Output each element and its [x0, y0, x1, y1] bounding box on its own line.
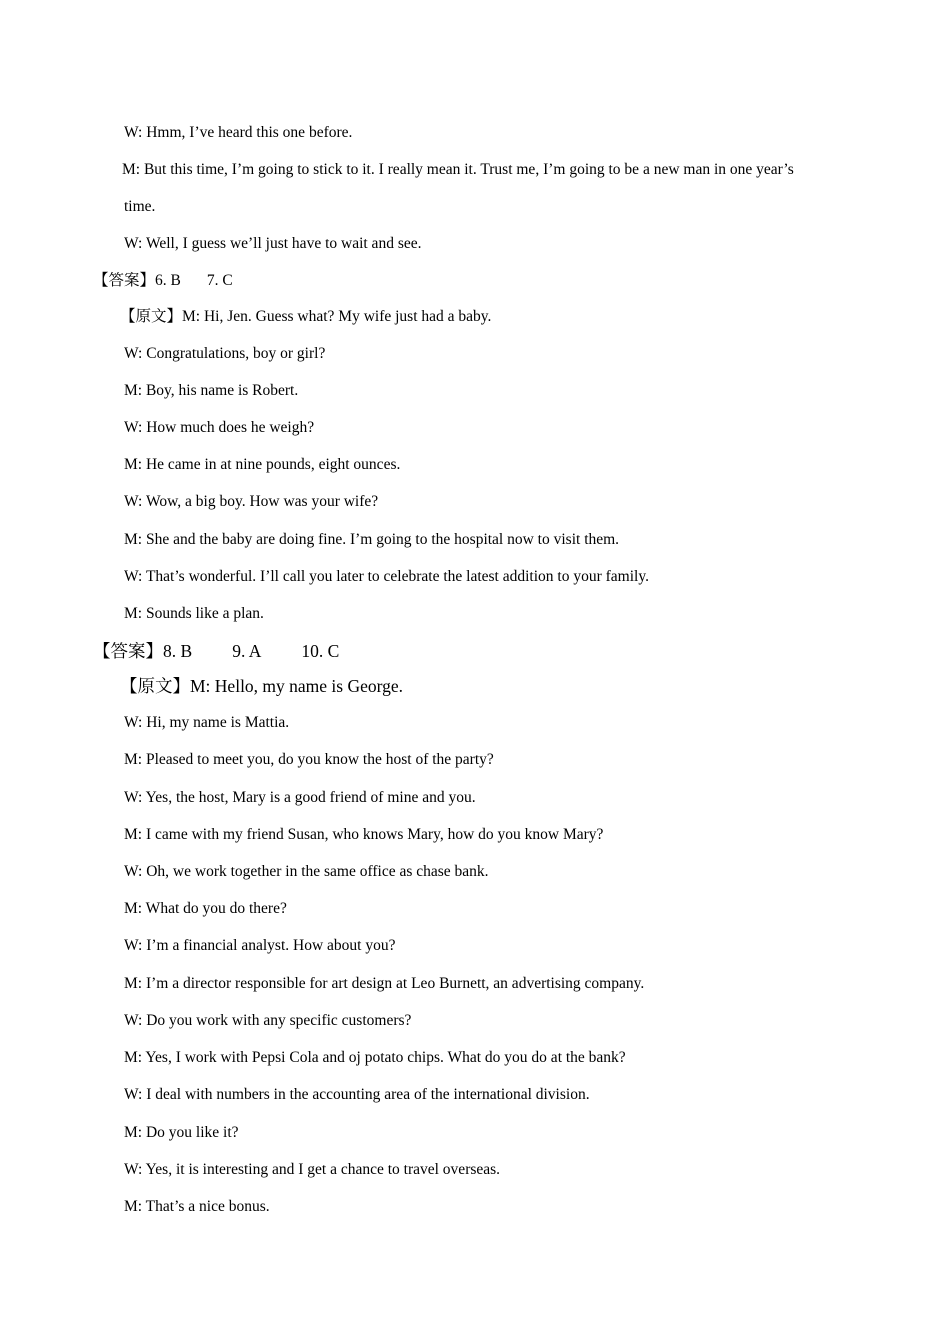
dialogue-line: M: Hello, my name is George. [190, 676, 404, 696]
dialogue-line: time. [124, 198, 156, 215]
answer-label: 【答案】 [93, 272, 156, 289]
dialogue-line: W: How much does he weigh? [124, 419, 315, 436]
dialogue-line: M: Hi, Jen. Guess what? My wife just had a baby. [182, 308, 492, 325]
dialogue-line: W: That’s wonderful. I’ll call you later to celebrate the latest addition to your family. [124, 568, 649, 585]
dialogue-line: M: He came in at nine pounds, eight ounces. [124, 456, 401, 473]
dialogue-line: M: Pleased to meet you, do you know the host of the party? [124, 751, 494, 768]
dialogue-line: W: Well, I guess we’ll just have to wait and see. [124, 235, 422, 252]
dialogue-line: M: Do you like it? [124, 1124, 239, 1141]
answer-item: 10. C [301, 641, 340, 661]
dialogue-line: M: Yes, I work with Pepsi Cola and oj potato chips. What do you do at the bank? [124, 1049, 626, 1066]
dialogue-line: W: Do you work with any specific customers? [124, 1012, 412, 1029]
dialogue-line: W: Wow, a big boy. How was your wife? [124, 493, 379, 510]
dialogue-line: W: Congratulations, boy or girl? [124, 345, 326, 362]
dialogue-line: M: But this time, I’m going to stick to it. I really mean it. Trust me, I’m going to be a new man in one year’s [122, 161, 794, 178]
dialogue-line: W: Hi, my name is Mattia. [124, 714, 290, 731]
answer-item: 6. B [155, 272, 181, 289]
transcript-first-line [120, 676, 403, 696]
answer-line [93, 641, 339, 661]
dialogue-line: W: Yes, the host, Mary is a good friend of mine and you. [124, 789, 476, 806]
answer-item: 7. C [206, 272, 233, 289]
dialogue-line: M: I came with my friend Susan, who knows Mary, how do you know Mary? [124, 826, 604, 843]
dialogue-line: W: I’m a financial analyst. How about you? [124, 937, 396, 954]
dialogue-line: W: I deal with numbers in the accounting area of the international division. [124, 1086, 590, 1103]
dialogue-line: M: What do you do there? [124, 900, 287, 917]
transcript-first-line [120, 307, 491, 327]
transcript-label: 【原文】 [120, 676, 190, 696]
dialogue-line: W: Hmm, I’ve heard this one before. [124, 124, 353, 141]
answer-item: 8. B [163, 641, 193, 661]
answer-line [93, 271, 233, 291]
answer-item: 9. A [232, 641, 262, 661]
dialogue-line: M: I’m a director responsible for art design at Leo Burnett, an advertising company. [124, 975, 645, 992]
answer-label: 【答案】 [93, 641, 163, 661]
dialogue-line: M: Boy, his name is Robert. [124, 382, 299, 399]
dialogue-line: W: Yes, it is interesting and I get a chance to travel overseas. [124, 1161, 501, 1178]
dialogue-line: M: That’s a nice bonus. [124, 1198, 270, 1215]
transcript-label: 【原文】 [120, 308, 183, 325]
dialogue-line: M: She and the baby are doing fine. I’m going to the hospital now to visit them. [124, 531, 620, 548]
dialogue-line: W: Oh, we work together in the same office as chase bank. [124, 863, 489, 880]
dialogue-line: M: Sounds like a plan. [124, 605, 264, 622]
